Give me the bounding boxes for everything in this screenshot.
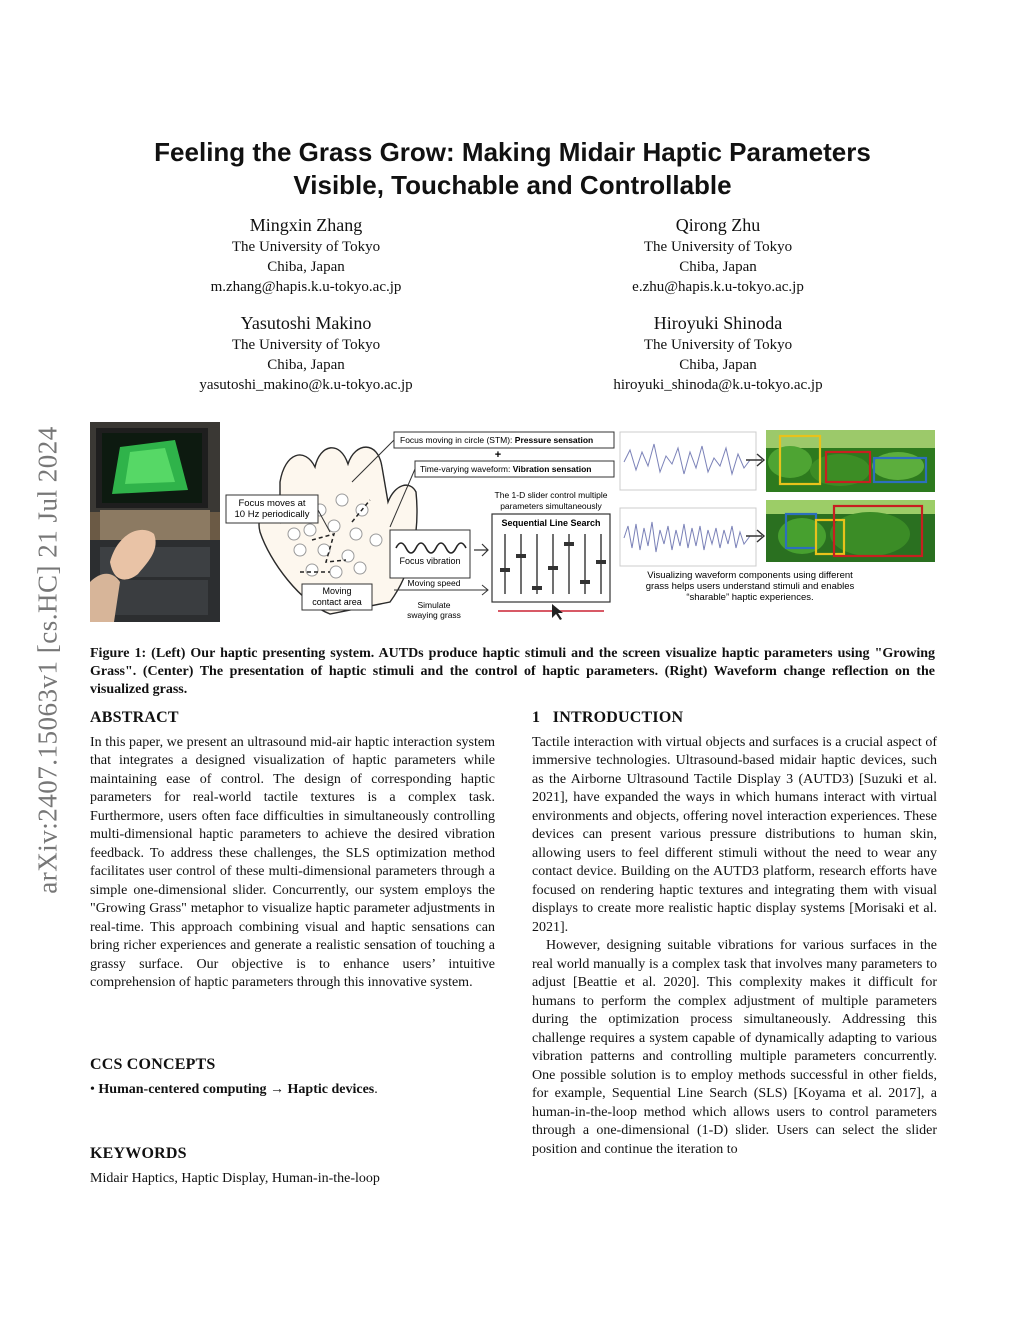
intro-paragraph-1: Tactile interaction with virtual objects and surfaces is a crucial aspect of immersive technologies. Ultrasound-based midair haptic devices, such as the Airborne Ultrasound Tactile Display 3 (AUTD3) [Suzuki et al. 2021], have expanded the ways in which humans interact with virtual environments and objects, offering novel interaction experiences. These devices can present various pressure distributions to human skin, allowing users to feel different stimuli without the need to wear any contact device. Building on the AUTD3 platform, research efforts have focused on rendering haptic textures and integrating them with visual displays to create more realistic haptic display systems [Morisaki et al. 2021].	[532, 734, 937, 935]
author-name: Qirong Zhu	[675, 215, 761, 235]
arxiv-stamp: arXiv:2407.15063v1 [cs.HC] 21 Jul 2024	[32, 426, 63, 894]
figure-caption: Figure 1: (Left) Our haptic presenting system. AUTDs produce haptic stimuli and the screen visualize haptic parameters using "Growing Grass". (Center) The presentation of haptic stimuli and the control of haptic parameters. (Right) Waveform change reflection on the visualized grass.	[90, 646, 935, 697]
system-photo	[90, 422, 220, 622]
author-affiliation: The University of Tokyo	[231, 337, 381, 353]
waveform-panels	[620, 432, 764, 566]
ccs-bullet: •	[90, 1081, 95, 1097]
ccs-heading: CCS CONCEPTS	[90, 1056, 216, 1073]
left-column	[90, 709, 495, 993]
author-email[interactable]: m.zhang@hapis.k.u-tokyo.ac.jp	[210, 279, 402, 295]
label-moving-contact-1: Moving	[322, 586, 352, 596]
keywords-text: Midair Haptics, Haptic Display, Human-in-the-loop	[90, 1170, 380, 1186]
author-email[interactable]: yasutoshi_makino@k.u-tokyo.ac.jp	[199, 377, 413, 393]
figure-1	[90, 422, 935, 622]
label-stm-bold: Pressure sensation	[514, 435, 594, 445]
label-simulate-2: swaying grass	[407, 610, 461, 620]
abstract-heading: ABSTRACT	[90, 709, 179, 726]
label-focus-vibration: Focus vibration	[399, 556, 461, 566]
title-line-1: Feeling the Grass Grow: Making Midair Haptic Parameters	[154, 137, 871, 167]
author-location: Chiba, Japan	[679, 357, 757, 373]
intro-paragraph-2: However, designing suitable vibrations for various surfaces in the real world manually is a complex task that involves many parameters to adjust [Beattie et al. 2020]. This complexity makes it difficult for humans to perform the complex adjustment of multiple parameters during the optimization process simultaneously. Addressing this challenge requires a system capable of dynamically adapting to various vibration patterns and controlling multiple parameters concurrently. One possible solution is to employ methods successful in other fields, for example, Sequential Line Search (SLS) [Koyama et al. 2017], a human-in-the-loop method which allows users to control parameters through a one-dimensional (1-D) slider. Users can select the slider position and continue the iteration to	[532, 938, 937, 1157]
label-viz-3: “sharable” haptic experiences.	[686, 592, 814, 603]
label-tvw-bold: Vibration sensation	[512, 464, 592, 474]
right-column	[532, 709, 937, 1159]
author-block	[141, 214, 471, 297]
author-affiliation: The University of Tokyo	[231, 239, 381, 255]
label-viz-1: Visualizing waveform components using different	[647, 570, 853, 581]
label-focus-moves: Focus moves at	[238, 498, 306, 509]
title-line-2: Visible, Touchable and Controllable	[293, 170, 732, 200]
author-name: Mingxin Zhang	[249, 215, 363, 235]
author-block	[141, 312, 471, 395]
author-location: Chiba, Japan	[267, 357, 345, 373]
paper-title	[90, 136, 935, 202]
author-email[interactable]: hiroyuki_shinoda@k.u-tokyo.ac.jp	[613, 377, 823, 393]
author-affiliation: The University of Tokyo	[643, 337, 793, 353]
intro-heading: 1 INTRODUCTION	[532, 709, 684, 726]
label-stm: Focus moving in circle (STM):	[400, 435, 513, 445]
author-name: Yasutoshi Makino	[240, 313, 372, 333]
label-tvw: Time-varying waveform:	[420, 464, 511, 474]
author-location: Chiba, Japan	[267, 259, 345, 275]
ccs-concept: Human-centered computing	[98, 1081, 267, 1097]
ccs-text	[90, 1081, 495, 1100]
keywords-section	[90, 1145, 495, 1188]
label-slider-desc-1: The 1-D slider control multiple	[494, 490, 608, 500]
ccs-section	[90, 1056, 495, 1099]
keywords-heading: KEYWORDS	[90, 1145, 187, 1162]
label-viz-2: grass helps users understand stimuli and enables	[645, 581, 855, 592]
label-simulate-1: Simulate	[417, 600, 451, 610]
svg-text:Time-varying waveform: V	[420, 464, 591, 474]
label-focus-hz: 10 Hz periodically	[234, 509, 310, 520]
author-email[interactable]: e.zhu@hapis.k.u-tokyo.ac.jp	[632, 279, 804, 295]
ccs-sub: Haptic devices	[287, 1081, 375, 1097]
author-affiliation: The University of Tokyo	[643, 239, 793, 255]
author-name: Hiroyuki Shinoda	[653, 313, 783, 333]
label-moving-speed: Moving speed	[407, 578, 461, 588]
svg-text:Focus moving in circle (STM):	[400, 435, 593, 445]
author-location: Chiba, Japan	[679, 259, 757, 275]
author-block	[553, 312, 883, 395]
label-slider-desc-2: parameters simultaneously	[500, 501, 602, 511]
ccs-arrow: →	[266, 1081, 288, 1097]
author-block	[553, 214, 883, 297]
ccs-period: .	[374, 1081, 378, 1097]
abstract-text: In this paper, we present an ultrasound mid-air haptic interaction system that integrates a designed visualization of haptic parameters while maintaining ease of control. The design of corresponding haptic parameters for real-world tactile textures is a complex task. Furthermore, users often face difficulties in simultaneously controlling multi-dimensional haptic parameters to achieve the desired vibration feedback. To address these challenges, the SLS optimization method facilitates user control of these multi-dimensional parameters through a simple one-dimensional slider. Concurrently, our system employs the "Growing Grass" metaphor to visualize haptic parameter adjustments in real-time. This approach combining visual and haptic sensations can bring richer experiences and generate a realistic sensation of touching a grassy surface. Our objective is to enhance users’ intuitive comprehension of haptic parameters through this innovative system.	[90, 734, 495, 990]
grass-visualizations	[766, 430, 935, 562]
label-moving-contact-2: contact area	[312, 597, 362, 607]
label-sls-title: Sequential Line Search	[501, 518, 601, 528]
label-plus: +	[494, 449, 502, 461]
figure-right-caption	[646, 570, 855, 603]
